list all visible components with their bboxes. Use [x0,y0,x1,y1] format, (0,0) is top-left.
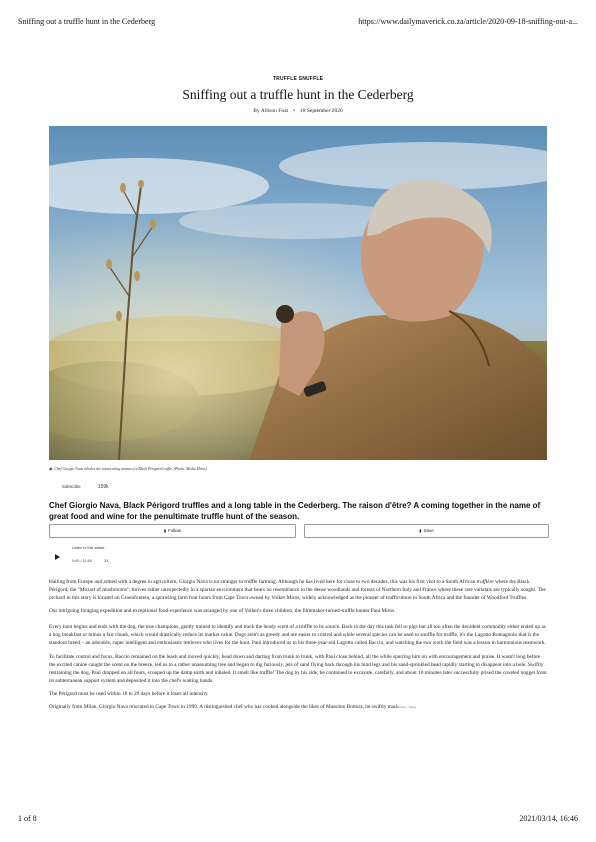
audio-label: Listen to this article [72,546,105,550]
follow-button[interactable] [49,524,296,538]
audio-time: 0:00 / 11:44 [72,559,92,563]
playback-speed[interactable]: 1X [104,559,109,563]
save-button[interactable] [304,524,549,538]
paragraph-6-text: Originally from Milan, Giorgio Nava relocated to Cape Town in 1999. A distinguished chef who has cooked alongside the likes of Massimo Bottura, he swiftly mad [49,704,397,711]
article-title: Sniffing out a truffle hunt in the Cederberg [182,87,414,102]
paragraph-4: To facilitate control and focus, Baccio remained on the leash and moved quickly, head down and darting from trunk to trunk, with Paul close behind, all the while spurring him on with encouragement and praise. It wasn't long before the excited canine caught the scent on the breeze, led us to a rather unassuming tree and began to dig furiously, jets of sand flying back through his hind legs and his sand-sprinkled head rapidly starting to disappear into a hole. Swiftly restraining the dog, Paul dropped on all fours, scooped up the damp earth and inhaled. It smelt like truffle! The dog by his side, he continued to excavate, carefully, and about 10 minutes later successfully prised the coveted nugget from its subterranean support system and deposited it into the chef's waiting hands. [49,653,547,684]
subscribe-button[interactable]: Subscribe [62,484,81,489]
bookmark-icon: ▮ [419,528,422,533]
publish-date: 18 September 2020 [300,108,343,114]
print-timestamp: 2021/03/14, 16:46 [519,814,578,823]
paragraph-1-part-b: where the Black Périgord, the "Mozart of mushrooms", thrives rather unexpectedly in a spartan environment that bears no resemblance to the dense woodlands and forests of Northern Italy and France where these rare varietals are typically sought. The orchard in this story is located on Groenfontein, a sprawling farm four hours from Cape Town owned by Volker Miros, widely acknowledged as the pioneer of trufficulture in South Africa and the founder of Woodford Truffles. [49,579,546,601]
print-header-url: https://www.dailymaverick.co.za/article/2020-09-18-sniffing-out-a... [358,17,578,26]
photo-caption-text: Chef Giorgio Nava inhales the intoxicating aroma of a Black Périgord truffle. (Photo: Misha Miros) [54,467,207,471]
camera-icon: ◉ [49,467,53,471]
print-header [18,17,578,29]
print-footer [18,814,578,826]
article-body [49,578,547,716]
paragraph-5: The Périgord must be used within 18 to 20 days before it loses all intensity. [49,690,209,697]
article-kicker[interactable]: TRUFFLE SNUFFLE [272,76,324,82]
article-byline [0,108,596,114]
follow-icon: ▮ [163,528,167,533]
paragraph-1-emphasis: truffière [476,579,494,585]
paragraph-3: Every hunt begins and ends with the dog, the true champions, gently trained to identify and track the heady scent of a truffle to its source. Back in the day this task fell to pigs but all too often the decadent commodity either ended up as a hog breakfast or minus a fair chunk, which would drastically reduce its market value. Dogs aren't as greedy and are easier to control and while several species can be used to snuffle for truffle, it's the Lagotto Romagnolo that is the standout breed – an adorable, super intelligent and enthusiastic retriever who lives for the hunt. Paul introduced us to his three-year-old Lagotto called Baccio, and watching the two work the field was a lesson in harmonious teamwork. [49,624,546,647]
photo-caption [49,466,207,471]
author-link[interactable]: By Allison Foat [253,108,289,114]
follow-label: Follow [168,528,182,533]
subscriber-count: 159k [97,484,109,490]
page-count: 1 of 8 [18,814,37,823]
paragraph-1-part-a: Hailing from Europe and armed with a degree in agriculture, Giorgio Nava is no stranger to truffle farming. Although he has lived here for close to two decades, this was his first visit to a South African [49,579,477,585]
paragraph-1 [49,578,547,602]
save-label: Save [423,528,434,533]
byline-separator: • [293,108,295,114]
subscribe-row [60,483,109,490]
hero-photo-illustration [49,126,547,460]
paragraph-2: Our intriguing foraging expedition and exceptional food experience was arranged by one of Volker's three children, the filmmaker-turned-truffle hunter Paul Miros. [49,608,396,615]
paragraph-6 [49,703,547,711]
article-lede: Chef Giorgio Nava, Black Périgord truffles and a long table in the Cederberg. The raison d'être? A coming together in the name of great food and wine for the penultimate truffle hunt of the season. [49,501,541,521]
privacy-terms-badge[interactable]: Privacy - Terms [396,705,416,710]
play-icon[interactable] [55,554,60,560]
print-header-title: Sniffing out a truffle hunt in the Cederberg [18,17,156,26]
hero-photo [49,126,547,460]
